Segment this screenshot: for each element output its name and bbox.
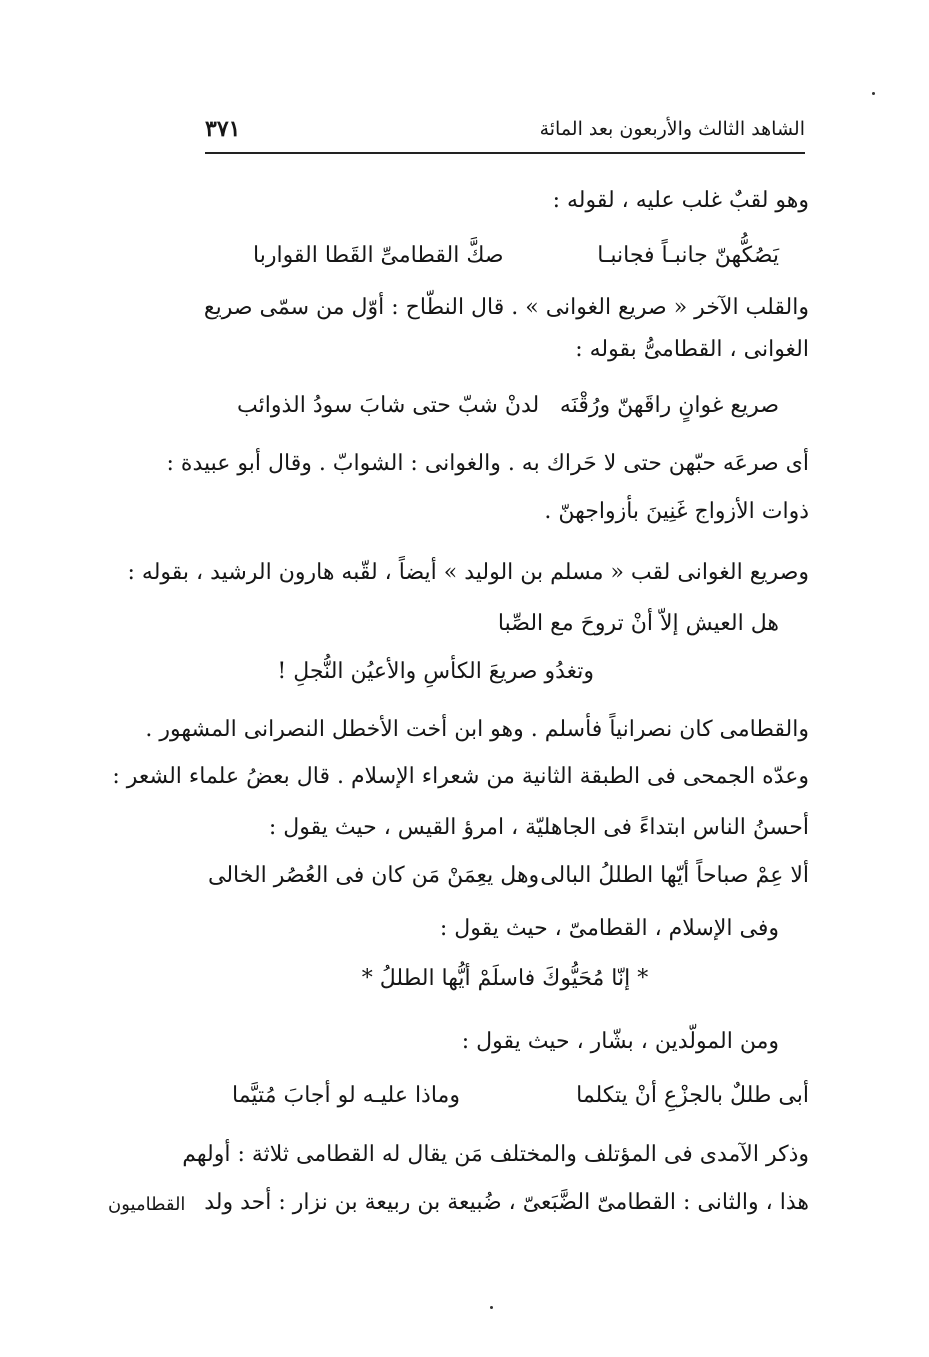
text-line-1: وهو لقبٌ غلب عليه ، لقوله : xyxy=(552,188,809,213)
text-line-3: الغوانى ، القطامىُّ بقوله : xyxy=(575,337,809,362)
page-number: ٣٧١ xyxy=(205,116,241,142)
verse-2-first-hemistich: صريع غوانٍ راقَهنّ ورُقْنَه xyxy=(559,393,779,418)
text-line-11: ومن المولّدين ، بشّار ، حيث يقول : xyxy=(461,1029,779,1054)
text-line-12: وذكر الآمدى فى المؤتلف والمختلف مَن يقال له القطامى ثلاثة : أولهم xyxy=(182,1142,809,1167)
text-line-5: ذوات الأزواج غَنِينَ بأزواجهنّ . xyxy=(544,499,809,524)
verse-1-first-hemistich: يَصُكُّهنّ جانبـاً فجانبـا xyxy=(597,243,779,268)
verse-6-first-hemistich: أبى طللٌ بالجزْعِ أنْ يتكلما xyxy=(576,1083,809,1108)
text-line-6: وصريع الغوانى لقب « مسلم بن الوليد » أيضاً ، لقّبه هارون الرشيد ، بقوله : xyxy=(127,560,809,585)
text-line-10: وفى الإسلام ، القطامىّ ، حيث يقول : xyxy=(439,916,779,941)
text-line-4: أى صرعَه حبّهن حتى لا حَراك به . والغوانى : الشوابّ . وقال أبو عبيدة : xyxy=(166,451,809,476)
verse-4-first-hemistich: ألا عِمْ صباحاً أيّها الطللُ البالى xyxy=(540,863,809,888)
text-line-9: أحسنُ الناس ابتداءً فى الجاهليّة ، امرؤ القيس ، حيث يقول : xyxy=(268,815,809,840)
running-title: الشاهد الثالث والأربعون بعد المائة xyxy=(539,118,805,140)
verse-1-second-hemistich: صكَّ القطامىِّ القَطا القواربا xyxy=(253,243,504,268)
page-header xyxy=(205,112,805,154)
verse-4-second-hemistich: وهل يعِمَنْ مَن كان فى العُصُر الخالى xyxy=(208,863,540,888)
scan-speck xyxy=(490,1306,493,1309)
verse-3-second-hemistich: وتغدُو صريعَ الكأسِ والأعيُن النُّجلِ ! xyxy=(277,659,594,684)
verse-6-second-hemistich: وماذا عليـه لو أجابَ مُتيَّما xyxy=(232,1083,460,1108)
scan-speck xyxy=(872,92,875,95)
text-line-7: والقطامى كان نصرانياً فأسلم . وهو ابن أخت الأخطل النصرانى المشهور . xyxy=(145,717,809,742)
verse-3-first-hemistich: هل العيش إلاّ أنْ تروحَ مع الصِّبا xyxy=(497,611,779,636)
catchword: القطاميون xyxy=(108,1194,186,1215)
verse-5: * إنّا مُحَيُّوكَ فاسلَمْ أيُّها الطللُ * xyxy=(361,966,649,991)
text-line-13: هذا ، والثانى : القطامىّ الضَّبَعىّ ، ضُبيعة بن ربيعة بن نزار : أحد ولد xyxy=(204,1190,809,1215)
verse-2-second-hemistich: لدنْ شبّ حتى شابَ سودُ الذوائب xyxy=(237,393,540,418)
text-line-2: والقلب الآخر « صريع الغوانى » . قال النطّاح : أوّل من سمّى صريع xyxy=(203,295,809,320)
text-line-8: وعدّه الجمحى فى الطبقة الثانية من شعراء الإسلام . قال بعضُ علماء الشعر : xyxy=(112,764,809,789)
